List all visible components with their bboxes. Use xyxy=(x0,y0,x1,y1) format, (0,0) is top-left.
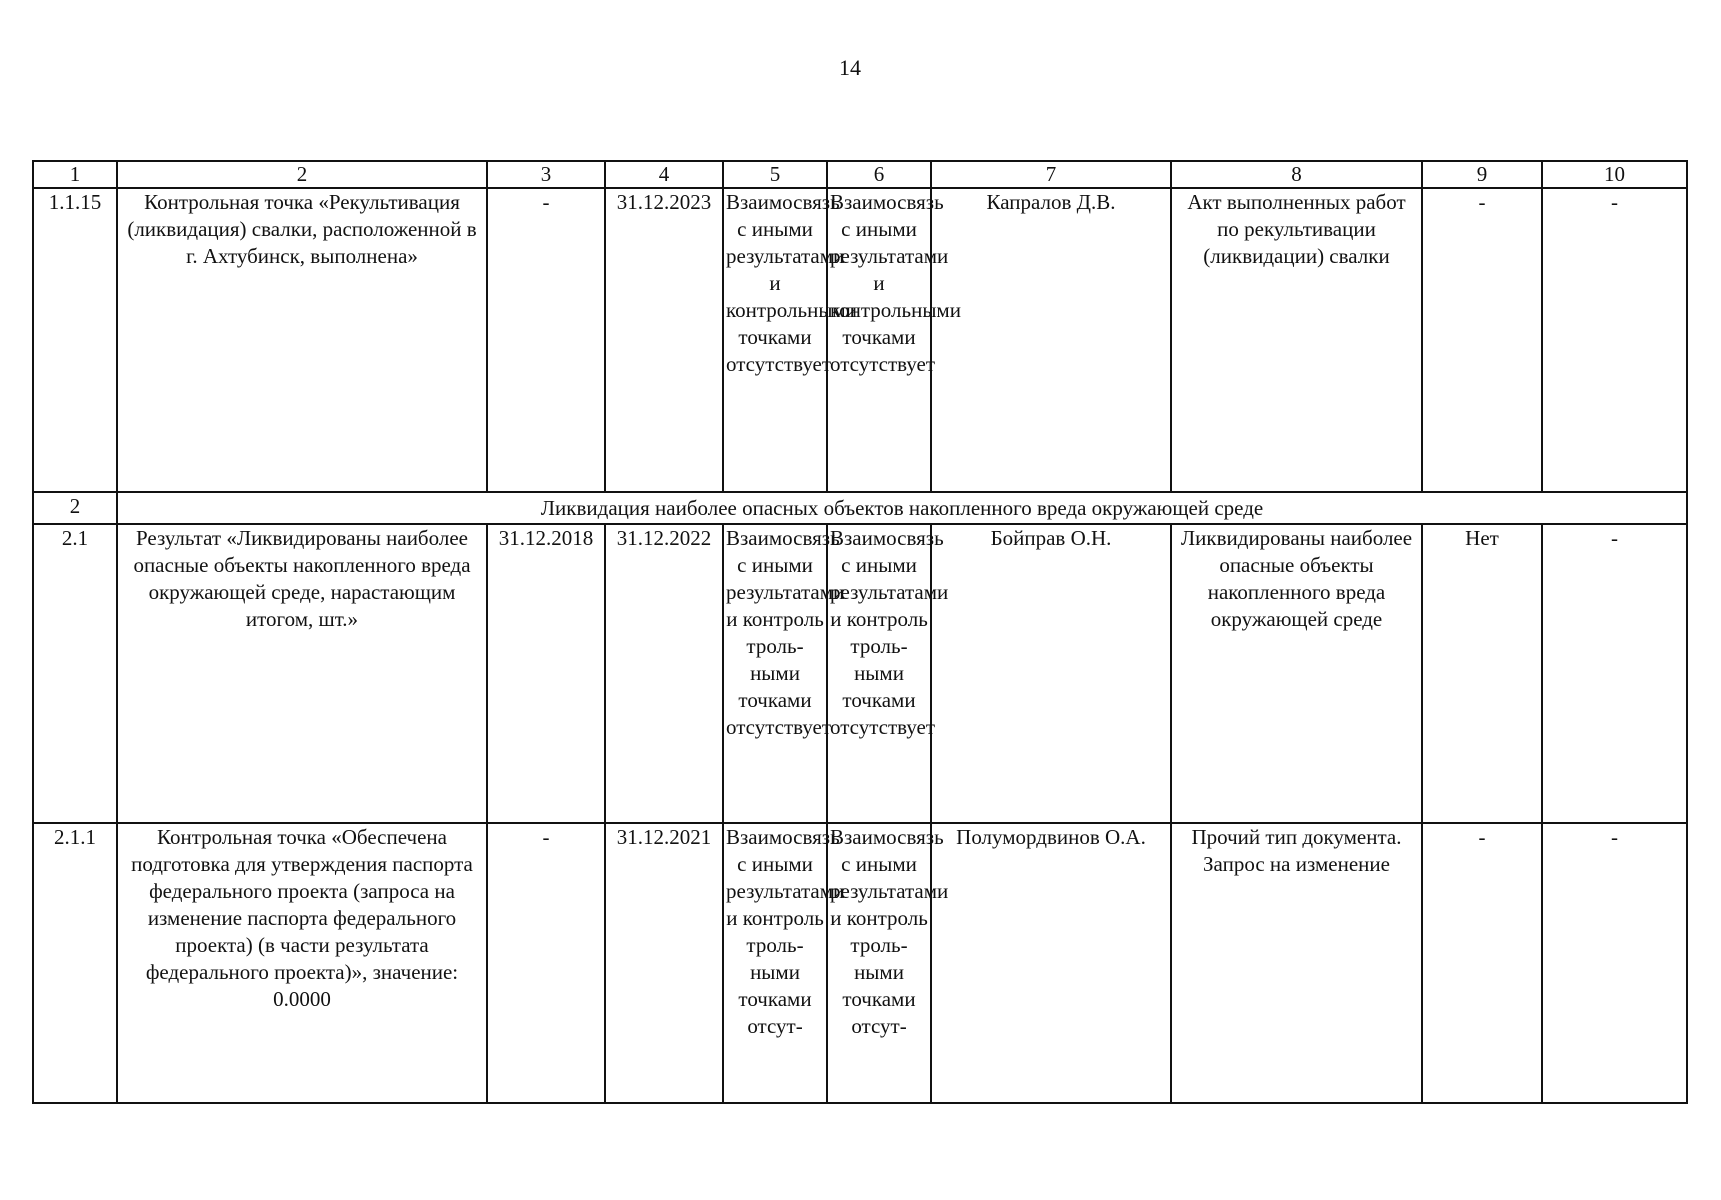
row-end-date: 31.12.2023 xyxy=(605,188,723,492)
row-responsible: Бойправ О.Н. xyxy=(931,524,1171,823)
row-col10: - xyxy=(1542,524,1687,823)
section-row xyxy=(33,492,1687,524)
section-number: 2 xyxy=(33,492,117,524)
row-result: Ликвидированы наиболее опасные объекты накопленного вреда окружающей среде xyxy=(1171,524,1422,823)
row-end-date: 31.12.2021 xyxy=(605,823,723,1103)
row-start-date: 31.12.2018 xyxy=(487,524,605,823)
row-col10: - xyxy=(1542,823,1687,1103)
column-header: 6 xyxy=(827,161,931,188)
row-col9: - xyxy=(1422,823,1542,1103)
row-relation-5: Взаимосвязь с иными результатами и контроль троль-ными точками отсут- xyxy=(723,823,827,1103)
row-col9: - xyxy=(1422,188,1542,492)
row-result: Акт выполненных работ по рекультивации (ликвидации) свалки xyxy=(1171,188,1422,492)
row-col9: Нет xyxy=(1422,524,1542,823)
row-relation-6: Взаимосвязь с иными результатами и контроль троль-ными точками отсутствует xyxy=(827,524,931,823)
column-header: 1 xyxy=(33,161,117,188)
column-header: 2 xyxy=(117,161,487,188)
page-number: 14 xyxy=(839,55,861,80)
row-responsible: Капралов Д.В. xyxy=(931,188,1171,492)
table-row xyxy=(33,188,1687,492)
column-header: 9 xyxy=(1422,161,1542,188)
column-header: 10 xyxy=(1542,161,1687,188)
row-end-date: 31.12.2022 xyxy=(605,524,723,823)
row-name: Контрольная точка «Обеспечена подготовка для утверждения паспорта федерального проекта (запроса на изменение паспорта федерального проекта) (в части результата федерального проекта)», значение: 0.0000 xyxy=(117,823,487,1103)
row-name: Контрольная точка «Рекультивация (ликвидация) свалки, расположенной в г. Ахтубинск, выполнена» xyxy=(117,188,487,492)
row-relation-5: Взаимосвязь с иными результатами и контрольными точками отсутствует xyxy=(723,188,827,492)
column-header: 3 xyxy=(487,161,605,188)
row-responsible: Полумордвинов О.А. xyxy=(931,823,1171,1103)
column-header: 4 xyxy=(605,161,723,188)
column-header: 7 xyxy=(931,161,1171,188)
row-col10: - xyxy=(1542,188,1687,492)
column-header: 5 xyxy=(723,161,827,188)
row-start-date: - xyxy=(487,188,605,492)
row-relation-6: Взаимосвязь с иными результатами и контрольными точками отсутствует xyxy=(827,188,931,492)
header-row xyxy=(33,161,1687,188)
column-header: 8 xyxy=(1171,161,1422,188)
row-number: 2.1.1 xyxy=(33,823,117,1103)
row-start-date: - xyxy=(487,823,605,1103)
table-row xyxy=(33,524,1687,823)
row-name: Результат «Ликвидированы наиболее опасные объекты накопленного вреда окружающей среде, нарастающим итогом, шт.» xyxy=(117,524,487,823)
section-title: Ликвидация наиболее опасных объектов накопленного вреда окружающей среде xyxy=(117,492,1687,524)
row-number: 1.1.15 xyxy=(33,188,117,492)
plan-table xyxy=(32,160,1688,1104)
row-relation-6: Взаимосвязь с иными результатами и контроль троль-ными точками отсут- xyxy=(827,823,931,1103)
table-row xyxy=(33,823,1687,1103)
row-number: 2.1 xyxy=(33,524,117,823)
row-result: Прочий тип документа. Запрос на изменение xyxy=(1171,823,1422,1103)
row-relation-5: Взаимосвязь с иными результатами и контроль троль-ными точками отсутствует xyxy=(723,524,827,823)
